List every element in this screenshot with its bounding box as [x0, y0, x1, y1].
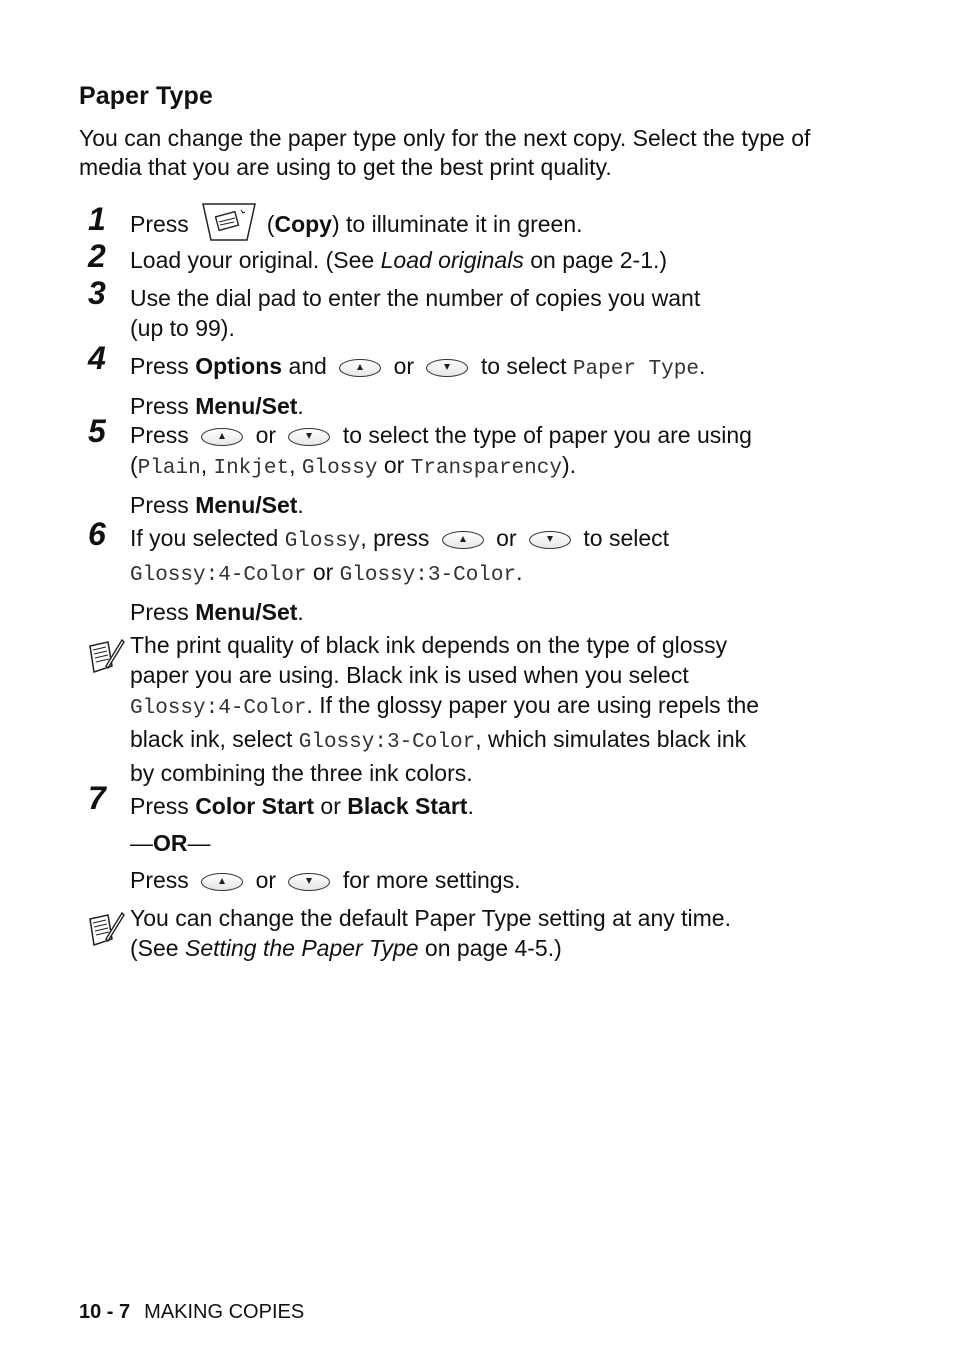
menu-set-key-label: Menu/Set	[195, 492, 298, 518]
step-number: 6	[88, 516, 106, 552]
lcd-value: Paper Type	[572, 358, 699, 381]
page-footer	[79, 1301, 304, 1324]
intro-paragraph: You can change the paper type only for the next copy. Select the type of media that you are using to get the best print quality.	[79, 125, 811, 180]
copy-label: Copy	[274, 211, 332, 238]
note-default-paper-type: You can change the default Paper Type setting at any time. (See Setting the Paper Type on page 4-5.)	[130, 905, 731, 961]
copy-key-icon	[201, 202, 257, 242]
menu-set-key-label: Menu/Set	[195, 393, 298, 419]
cross-reference: Setting the Paper Type	[184, 935, 419, 961]
note-glossy-ink: The print quality of black ink depends on the type of glossy paper you are using. Black ink is used when you select Glossy:4-Color. If the glossy paper you are using repels the black ink, select Glossy:3-Color, which simulates black ink by combining the three ink colors.	[130, 632, 760, 786]
options-key-label: Options	[195, 353, 283, 379]
up-arrow-key-icon	[442, 531, 484, 549]
cross-reference: Load originals	[380, 247, 524, 273]
down-arrow-key-icon	[529, 531, 571, 549]
or-separator: OR	[153, 830, 188, 856]
step-number: 3	[88, 275, 106, 311]
step-number: 4	[88, 340, 106, 376]
down-arrow-key-icon	[426, 359, 468, 377]
step-number: 7	[88, 780, 106, 816]
step-number: 2	[88, 238, 106, 274]
manual-page: Paper Type You can change the paper type only for the next copy. Select the type of media that you are using to get the best print quality. 1 Press (Copy) to illuminate it in green. 2 Load your original. (See Load originals on page 2-1.) 3 Use the dial pad to enter the number of copies you want (up to 99). 4 Press Options and or to select Paper Type. Press Menu/Set. 5 Press or to select the type of paper you are using (Plain, Inkjet, Glossy or Transparency). Press Menu/Set. 6 If you selected Glossy, press or to select Glossy:4-Color or Glossy:3-Color. Press Menu/Set. The print quality of black ink depends on the type of glossy paper you are using. Black ink is used when you select Glossy:4-Color. If the glossy paper you are using repels the black ink, select Glossy:3-Color, which simulates black ink by combining the three ink colors. 7 Press Color Start or Black Start. —OR— Press or for more settings. You can change the default Paper Type setting at any time. (See Setting the Paper Type on page 4-5.) 10 - 7 MAKING COPIES	[0, 0, 954, 1352]
menu-set-key-label: Menu/Set	[195, 599, 298, 625]
step-number: 5	[88, 413, 106, 449]
section-name: MAKING COPIES	[144, 1301, 305, 1323]
black-start-key-label: Black Start	[347, 793, 468, 819]
page-number: 10 - 7	[79, 1301, 131, 1323]
note-icon	[86, 909, 126, 954]
down-arrow-key-icon	[288, 428, 330, 446]
up-arrow-key-icon	[339, 359, 381, 377]
note-icon	[86, 636, 126, 681]
down-arrow-key-icon	[288, 873, 330, 891]
color-start-key-label: Color Start	[195, 793, 315, 819]
up-arrow-key-icon	[201, 873, 243, 891]
section-heading: Paper Type	[79, 82, 213, 110]
step-number: 1	[88, 201, 106, 237]
up-arrow-key-icon	[201, 428, 243, 446]
